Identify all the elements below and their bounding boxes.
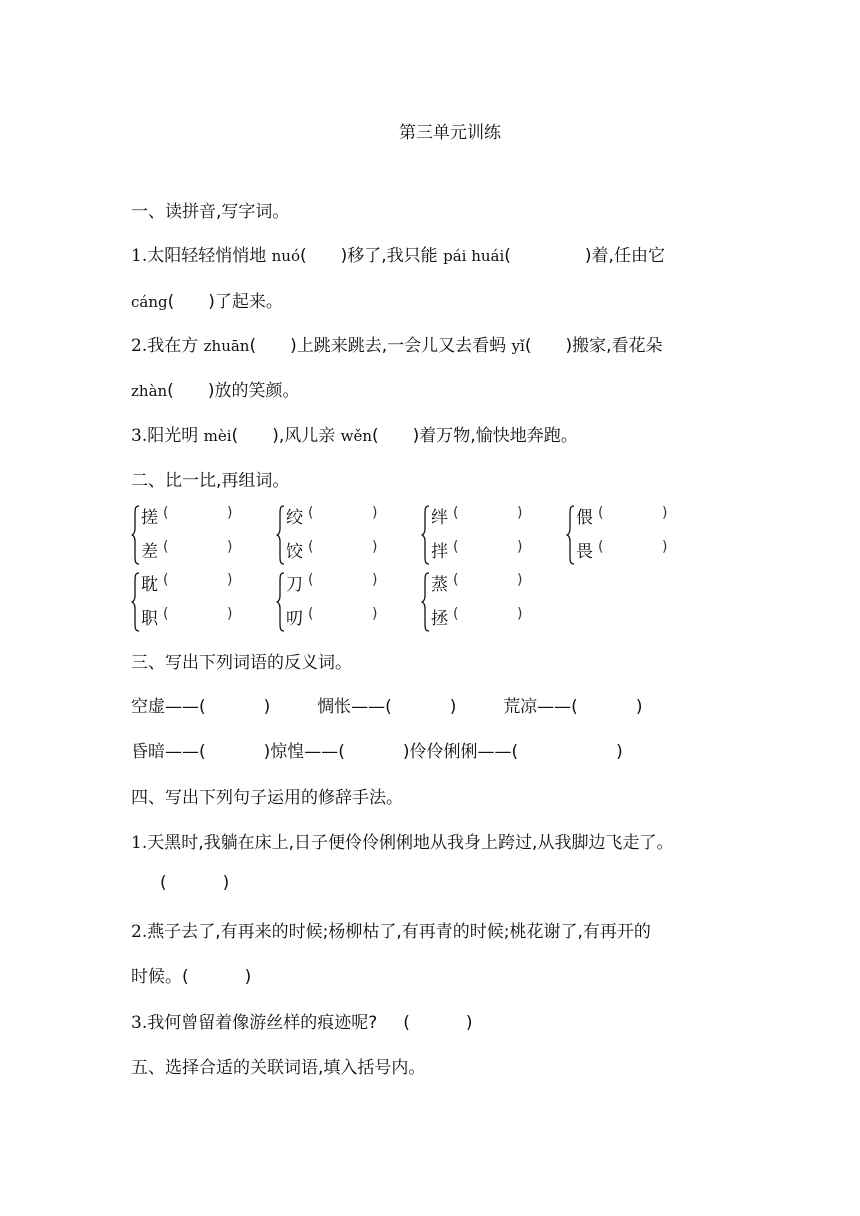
compare-char: 绞 — [286, 508, 303, 528]
rhetoric-q1 — [131, 828, 673, 853]
compare-blank[interactable] — [463, 572, 515, 590]
antonym-row-1 — [131, 692, 642, 717]
antonym-word-2: 惆怅——( — [317, 697, 392, 717]
compare-blank-open: ( — [453, 572, 459, 588]
compare-blank[interactable] — [318, 606, 370, 624]
rhetoric-q3-close: ) — [465, 1013, 473, 1033]
compare-blank[interactable] — [318, 572, 370, 590]
compare-blank-open: ( — [598, 505, 604, 521]
s1-question-3: 3.阳光明 mèi( ),风儿亲 wěn( )着万物,愉快地奔跑。 — [131, 426, 578, 446]
rhetoric-q1-number: 1. — [131, 833, 148, 853]
rhetoric-q2-text-a: 燕子去了,有再来的时候;杨柳枯了,有再青的时候;桃花谢了,有再开的 — [147, 922, 651, 942]
rhetoric-q2-close: ) — [244, 967, 252, 987]
compare-blank[interactable] — [608, 539, 660, 557]
q2-text-d: )放的笑颜。 — [207, 381, 300, 401]
antonym-word-5: )惊惶——( — [263, 742, 345, 762]
compare-blank-close: ) — [662, 505, 668, 521]
compare-blank-open: ( — [163, 539, 169, 555]
q1-pinyin-3: cáng — [131, 293, 168, 311]
compare-blank[interactable] — [173, 606, 225, 624]
rhetoric-q1-answer — [160, 873, 229, 893]
compare-blank-close: ) — [227, 505, 233, 521]
compare-char: 畏 — [576, 542, 593, 562]
antonym-close-3: ) — [635, 697, 643, 717]
brace-icon — [276, 572, 286, 632]
s1-question-2-line-1: 2.我在方 zhuān( )上跳来跳去,一会儿又去看蚂 yǐ( )搬家,看花朵 — [131, 336, 663, 356]
compare-blank-open: ( — [163, 505, 169, 521]
compare-blank-close: ) — [227, 539, 233, 555]
brace-icon — [421, 505, 431, 565]
q2-text-b: )上跳来跳去,一会儿又去看蚂 — [290, 336, 507, 356]
compare-blank[interactable] — [463, 606, 515, 624]
antonym-word-1: 空虚——( — [131, 697, 206, 717]
compare-blank-close: ) — [227, 572, 233, 588]
compare-char: 刀 — [286, 575, 303, 595]
compare-blank-open: ( — [163, 572, 169, 588]
compare-blank[interactable] — [318, 505, 370, 523]
rhetoric-q3-open: ( — [403, 1013, 410, 1033]
q2-pinyin-2: yǐ — [511, 337, 525, 355]
q3-pinyin-1: mèi — [203, 427, 232, 445]
compare-blank-open: ( — [598, 539, 604, 555]
brace-icon — [276, 505, 286, 565]
brace-icon — [131, 505, 141, 565]
rhetoric-q3-number: 3. — [131, 1013, 148, 1033]
q2-pinyin-1: zhuān — [203, 337, 250, 355]
section-2-heading: 二、比一比,再组词。 — [131, 471, 290, 491]
rhetoric-q3-text: 我何曾留着像游丝样的痕迹呢? — [147, 1013, 378, 1033]
compare-blank-close: ) — [227, 606, 233, 622]
antonym-word-6: )伶伶俐俐——( — [402, 742, 519, 762]
compare-blank[interactable] — [318, 539, 370, 557]
compare-blank-close: ) — [372, 606, 378, 622]
compare-char: 蒸 — [431, 575, 448, 595]
q2-text-a: 我在方 — [147, 336, 199, 356]
compare-char: 搓 — [141, 508, 158, 528]
antonym-row-2 — [131, 737, 623, 762]
compare-blank[interactable] — [173, 539, 225, 557]
compare-blank-close: ) — [372, 539, 378, 555]
compare-blank-open: ( — [308, 505, 314, 521]
q2-pinyin-3: zhàn — [131, 382, 168, 400]
compare-blank-close: ) — [517, 505, 523, 521]
compare-blank[interactable] — [608, 505, 660, 523]
compare-char: 叨 — [286, 609, 303, 629]
rhetoric-q1-open: ( — [160, 873, 167, 893]
q1-text-a: 太阳轻轻悄悄地 — [147, 246, 267, 266]
compare-blank-open: ( — [163, 606, 169, 622]
compare-blank-close: ) — [517, 539, 523, 555]
compare-blank[interactable] — [463, 539, 515, 557]
q2-number: 2. — [131, 336, 148, 356]
compare-blank-open: ( — [453, 505, 459, 521]
antonym-close-1: ) — [263, 697, 271, 717]
compare-char: 拯 — [431, 609, 448, 629]
q1-pinyin-2: pái huái — [443, 247, 505, 265]
compare-blank-close: ) — [517, 606, 523, 622]
q1-text-b: )移了,我只能 — [340, 246, 438, 266]
rhetoric-q1-close: ) — [222, 873, 230, 893]
q3-text-c: )着万物,愉快地奔跑。 — [412, 426, 578, 446]
compare-char: 差 — [141, 542, 158, 562]
antonym-close-2: ) — [449, 697, 457, 717]
compare-blank[interactable] — [173, 505, 225, 523]
antonym-word-3: 荒凉——( — [503, 697, 578, 717]
rhetoric-q3 — [131, 1008, 473, 1033]
compare-char: 偎 — [576, 508, 593, 528]
compare-blank-open: ( — [308, 606, 314, 622]
q3-number: 3. — [131, 426, 148, 446]
section-3-heading: 三、写出下列词语的反义词。 — [131, 653, 352, 673]
antonym-word-4: 昏暗——( — [131, 742, 206, 762]
q1-pinyin-1: nuó — [271, 247, 300, 265]
brace-icon — [131, 572, 141, 632]
compare-blank-open: ( — [308, 572, 314, 588]
compare-blank-open: ( — [453, 539, 459, 555]
brace-icon — [566, 505, 576, 565]
rhetoric-q2-line-1 — [131, 917, 651, 942]
compare-blank-open: ( — [453, 606, 459, 622]
compare-blank[interactable] — [463, 505, 515, 523]
compare-blank-close: ) — [372, 572, 378, 588]
compare-blank-open: ( — [308, 539, 314, 555]
q3-text-a: 阳光明 — [147, 426, 199, 446]
compare-char: 拌 — [431, 542, 448, 562]
compare-char: 绊 — [431, 508, 448, 528]
q3-text-b: ),风儿亲 — [272, 426, 336, 446]
q3-pinyin-2: wěn — [340, 427, 373, 445]
compare-char: 饺 — [286, 542, 303, 562]
section-4-heading: 四、写出下列句子运用的修辞手法。 — [131, 788, 403, 808]
rhetoric-q2-text-b: 时候。( — [131, 967, 189, 987]
brace-icon — [421, 572, 431, 632]
antonym-close-6: ) — [616, 742, 623, 762]
compare-blank-close: ) — [517, 572, 523, 588]
compare-blank-close: ) — [662, 539, 668, 555]
section-5-heading: 五、选择合适的关联词语,填入括号内。 — [131, 1058, 426, 1078]
compare-char: 耽 — [141, 575, 158, 595]
q1-text-d: )了起来。 — [208, 292, 283, 312]
compare-blank-close: ) — [372, 505, 378, 521]
rhetoric-q2-line-2 — [131, 962, 251, 987]
q1-text-c: )着,任由它 — [584, 246, 665, 266]
s1-question-1-line-1: 1.太阳轻轻悄悄地 nuó( )移了,我只能 pái huái( )着,任由它 — [131, 246, 665, 266]
compare-blank[interactable] — [173, 572, 225, 590]
s1-question-1-line-2: cáng( )了起来。 — [131, 292, 283, 312]
compare-char: 职 — [141, 609, 158, 629]
rhetoric-q1-text: 天黑时,我躺在床上,日子便伶伶俐俐地从我身上跨过,从我脚边飞走了。 — [147, 833, 674, 853]
page-title: 第三单元训练 — [399, 123, 501, 143]
q1-number: 1. — [131, 246, 148, 266]
section-1-heading: 一、读拼音,写字词。 — [131, 202, 290, 222]
s1-question-2-line-2: zhàn( )放的笑颜。 — [131, 381, 300, 401]
rhetoric-q2-number: 2. — [131, 922, 148, 942]
q2-text-c: )搬家,看花朵 — [565, 336, 663, 356]
